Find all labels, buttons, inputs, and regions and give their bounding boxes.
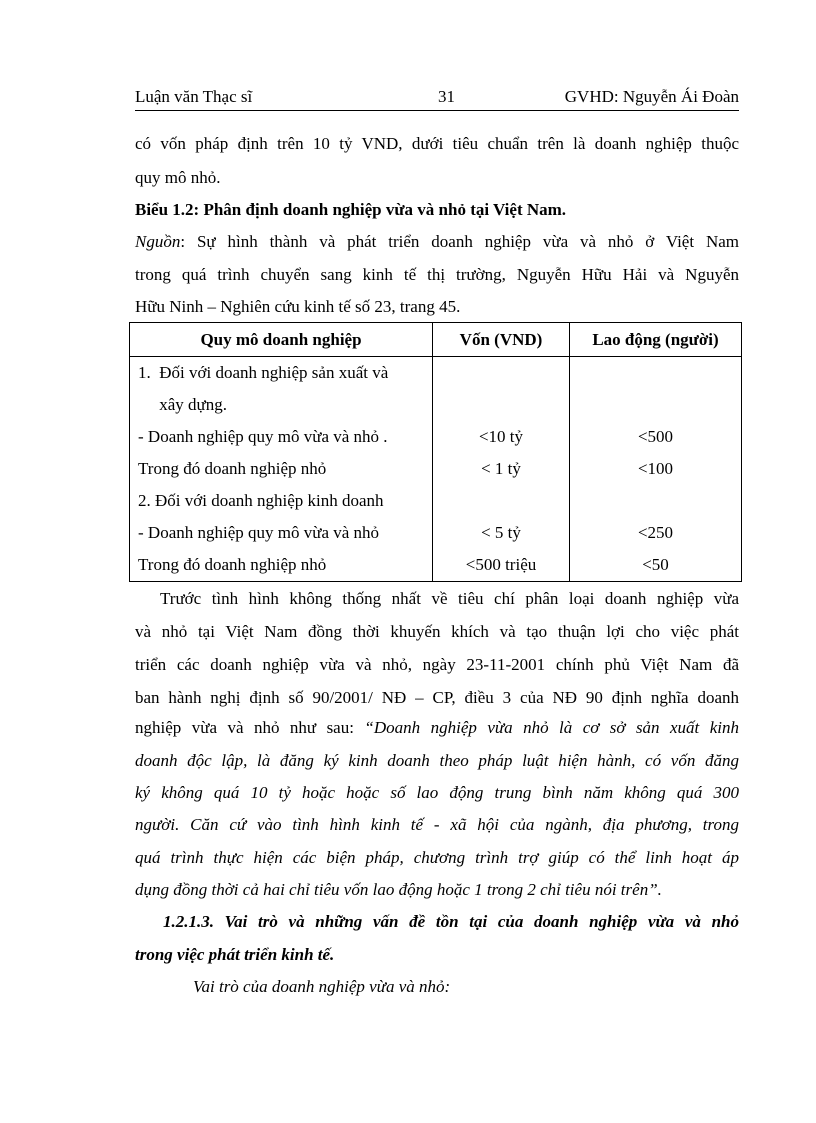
header-advisor: GVHD: Nguyễn Ái Đoàn	[564, 87, 739, 106]
scale-cell: Trong đó doanh nghiệp nhỏ	[138, 555, 327, 574]
capital-cell: <10 tỷ	[478, 427, 524, 446]
body-line-5-plain: nghiệp vừa và nhỏ như sau:	[135, 718, 365, 737]
source-line-3: Hữu Ninh – Nghiên cứu kinh tế số 23, trang 45.	[135, 297, 461, 316]
scale-cell: Trong đó doanh nghiệp nhỏ	[138, 459, 327, 478]
labor-cell	[570, 485, 741, 517]
labor-column	[570, 357, 742, 582]
intro-line-1: có vốn pháp định trên 10 tỷ VND, dưới tiêu chuẩn trên là doanh nghiệp thuộc	[135, 134, 739, 153]
capital-cell	[433, 485, 569, 517]
scale-cell: xây dựng.	[138, 395, 228, 414]
labor-cell	[570, 357, 741, 389]
page-header	[135, 84, 739, 111]
table-body-row	[130, 357, 742, 582]
header-capital: Vốn (VND)	[433, 323, 570, 357]
quote-line-3: người. Căn cứ vào tình hình kinh tế - xã hội của ngành, địa phương, trong	[135, 815, 739, 834]
source-label: Nguồn	[135, 232, 181, 251]
subheading: Vai trò của doanh nghiệp vừa và nhỏ:	[193, 977, 451, 996]
source-line-2: trong quá trình chuyển sang kinh tế thị trường, Nguyễn Hữu Hải và Nguyễn	[135, 265, 739, 284]
header-thesis-label: Luận văn Thạc sĩ	[135, 87, 253, 106]
table-header-row	[130, 323, 742, 357]
capital-cell: < 5 tỷ	[481, 523, 521, 542]
labor-cell: <500	[637, 427, 674, 446]
body-line-3: triển các doanh nghiệp vừa và nhỏ, ngày 23-11-2001 chính phủ Việt Nam đã	[135, 655, 739, 674]
scale-cell: 1. Đối với doanh nghiệp sản xuất và	[138, 363, 389, 382]
body-line-1: Trước tình hình không thống nhất về tiêu chí phân loại doanh nghiệp vừa	[160, 589, 739, 608]
labor-cell: <100	[637, 459, 674, 478]
intro-line-2: quy mô nhỏ.	[135, 168, 221, 187]
scale-cell: - Doanh nghiệp quy mô vừa và nhỏ	[138, 523, 380, 542]
source-text-1: : Sự hình thành và phát triển doanh nghiệp vừa và nhỏ ở Việt Nam	[180, 232, 739, 251]
scale-column	[130, 357, 433, 582]
capital-cell: < 1 tỷ	[481, 459, 521, 478]
capital-column	[433, 357, 570, 582]
labor-cell	[570, 389, 741, 421]
enterprise-scale-table	[129, 322, 742, 582]
page-number: 31	[438, 87, 455, 106]
source-line-1	[135, 231, 739, 253]
section-heading-line-1: 1.2.1.3. Vai trò và những vấn đề tồn tại của doanh nghiệp vừa và nhỏ	[163, 912, 739, 931]
table-title: Biểu 1.2: Phân định doanh nghiệp vừa và nhỏ tại Việt Nam.	[135, 200, 567, 219]
body-line-5	[135, 717, 739, 739]
header-scale: Quy mô doanh nghiệp	[130, 323, 433, 357]
scale-cell: - Doanh nghiệp quy mô vừa và nhỏ .	[138, 427, 388, 446]
capital-cell: <500 triệu	[465, 555, 537, 574]
labor-cell: <50	[642, 555, 669, 574]
quote-start: “Doanh nghiệp vừa nhỏ là cơ sở sản xuất kinh	[364, 718, 740, 737]
scale-cell: 2. Đối với doanh nghiệp kinh doanh	[138, 491, 384, 510]
body-line-4: ban hành nghị định số 90/2001/ NĐ – CP, điều 3 của NĐ 90 định nghĩa doanh	[135, 688, 739, 707]
quote-line-1: doanh độc lập, là đăng ký kinh doanh theo pháp luật hiện hành, có vốn đăng	[135, 751, 739, 770]
header-labor: Lao động (người)	[570, 323, 742, 357]
quote-line-2: ký không quá 10 tỷ hoặc hoặc số lao động trung bình năm không quá 300	[135, 783, 739, 802]
capital-cell	[433, 389, 569, 421]
section-heading-line-2: trong việc phát triển kinh tế.	[135, 945, 335, 964]
capital-cell	[433, 357, 569, 389]
quote-line-4: quá trình thực hiện các biện pháp, chương trình trợ giúp có thể linh hoạt áp	[135, 848, 739, 867]
body-line-2: và nhỏ tại Việt Nam đồng thời khuyến khích và tạo thuận lợi cho việc phát	[135, 622, 739, 641]
labor-cell: <250	[637, 523, 674, 542]
quote-line-5: dụng đồng thời cả hai chỉ tiêu vốn lao động hoặc 1 trong 2 chỉ tiêu nói trên”.	[135, 880, 662, 899]
